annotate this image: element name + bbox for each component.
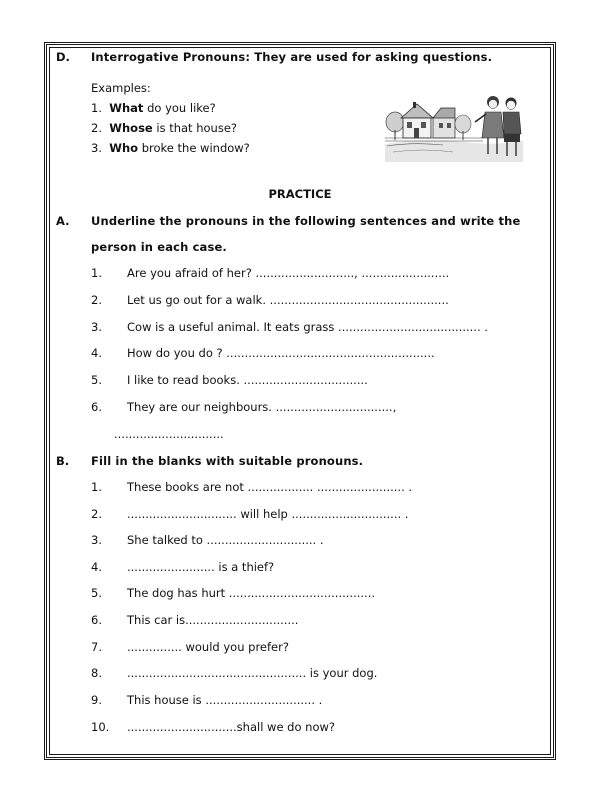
- example-number: 3.: [91, 141, 102, 155]
- example-number: 2.: [91, 121, 102, 135]
- exercise-sentence: Cow is a useful animal. It eats grass ....................................... .: [127, 320, 488, 334]
- exercise-sentence: I like to read books. ..................................: [127, 373, 368, 387]
- examples-label: Examples:: [91, 81, 151, 95]
- item-number: 5.: [91, 373, 102, 387]
- item-number: 3.: [91, 320, 102, 334]
- exercise-sentence: They are our neighbours. ................................,: [127, 400, 397, 414]
- item-number: 3.: [91, 533, 102, 547]
- section-d-letter: D.: [56, 50, 70, 64]
- item-number: 4.: [91, 560, 102, 574]
- item-number: 10.: [91, 720, 110, 734]
- section-a-title-line1: Underline the pronouns in the following sentences and write the: [91, 214, 521, 228]
- item-number: 1.: [91, 266, 102, 280]
- item-number: 9.: [91, 693, 102, 707]
- blank-sentence: These books are not .................. ........................ .: [127, 480, 413, 494]
- item-number: 7.: [91, 640, 102, 654]
- house-and-children-illustration: [383, 92, 525, 162]
- example-pronoun: Whose: [109, 121, 153, 135]
- item-number: 5.: [91, 586, 102, 600]
- example-pronoun: Who: [109, 141, 139, 155]
- example-item: [91, 121, 237, 135]
- item-number: 6.: [91, 613, 102, 627]
- example-rest: do you like?: [143, 101, 216, 115]
- blank-sentence: ..............................shall we do now?: [127, 720, 335, 734]
- example-pronoun: What: [109, 101, 144, 115]
- blank-sentence: ............... would you prefer?: [127, 640, 289, 654]
- item-number: 6.: [91, 400, 102, 414]
- blank-sentence: .............................. will help .............................. .: [127, 507, 409, 521]
- exercise-sentence: How do you do ? .........................................................: [127, 346, 435, 360]
- section-b-letter: B.: [56, 454, 70, 468]
- blank-sentence: ........................ is a thief?: [127, 560, 275, 574]
- exercise-sentence: Are you afraid of her? ..........................., ........................: [127, 266, 450, 280]
- example-rest: broke the window?: [138, 141, 250, 155]
- section-a-title-line2: person in each case.: [91, 240, 227, 254]
- blank-sentence: She talked to .............................. .: [127, 533, 324, 547]
- exercise-sentence: Let us go out for a walk. .................................................: [127, 293, 449, 307]
- practice-heading: PRACTICE: [268, 187, 332, 201]
- example-rest: is that house?: [152, 121, 238, 135]
- section-d-title: Interrogative Pronouns: They are used for asking questions.: [91, 50, 493, 64]
- blank-sentence: This car is...............................: [127, 613, 299, 627]
- item-number: 8.: [91, 666, 102, 680]
- blank-sentence: ................................................. is your dog.: [127, 666, 378, 680]
- example-number: 1.: [91, 101, 102, 115]
- exercise-sentence-continuation: ..............................: [114, 427, 224, 441]
- item-number: 4.: [91, 346, 102, 360]
- example-item: [91, 101, 216, 115]
- blank-sentence: This house is .............................. .: [127, 693, 323, 707]
- example-item: [91, 141, 250, 155]
- item-number: 2.: [91, 293, 102, 307]
- blank-sentence: The dog has hurt ........................................: [127, 586, 376, 600]
- section-a-letter: A.: [56, 214, 70, 228]
- section-b-title: Fill in the blanks with suitable pronouns.: [91, 454, 364, 468]
- item-number: 1.: [91, 480, 102, 494]
- item-number: 2.: [91, 507, 102, 521]
